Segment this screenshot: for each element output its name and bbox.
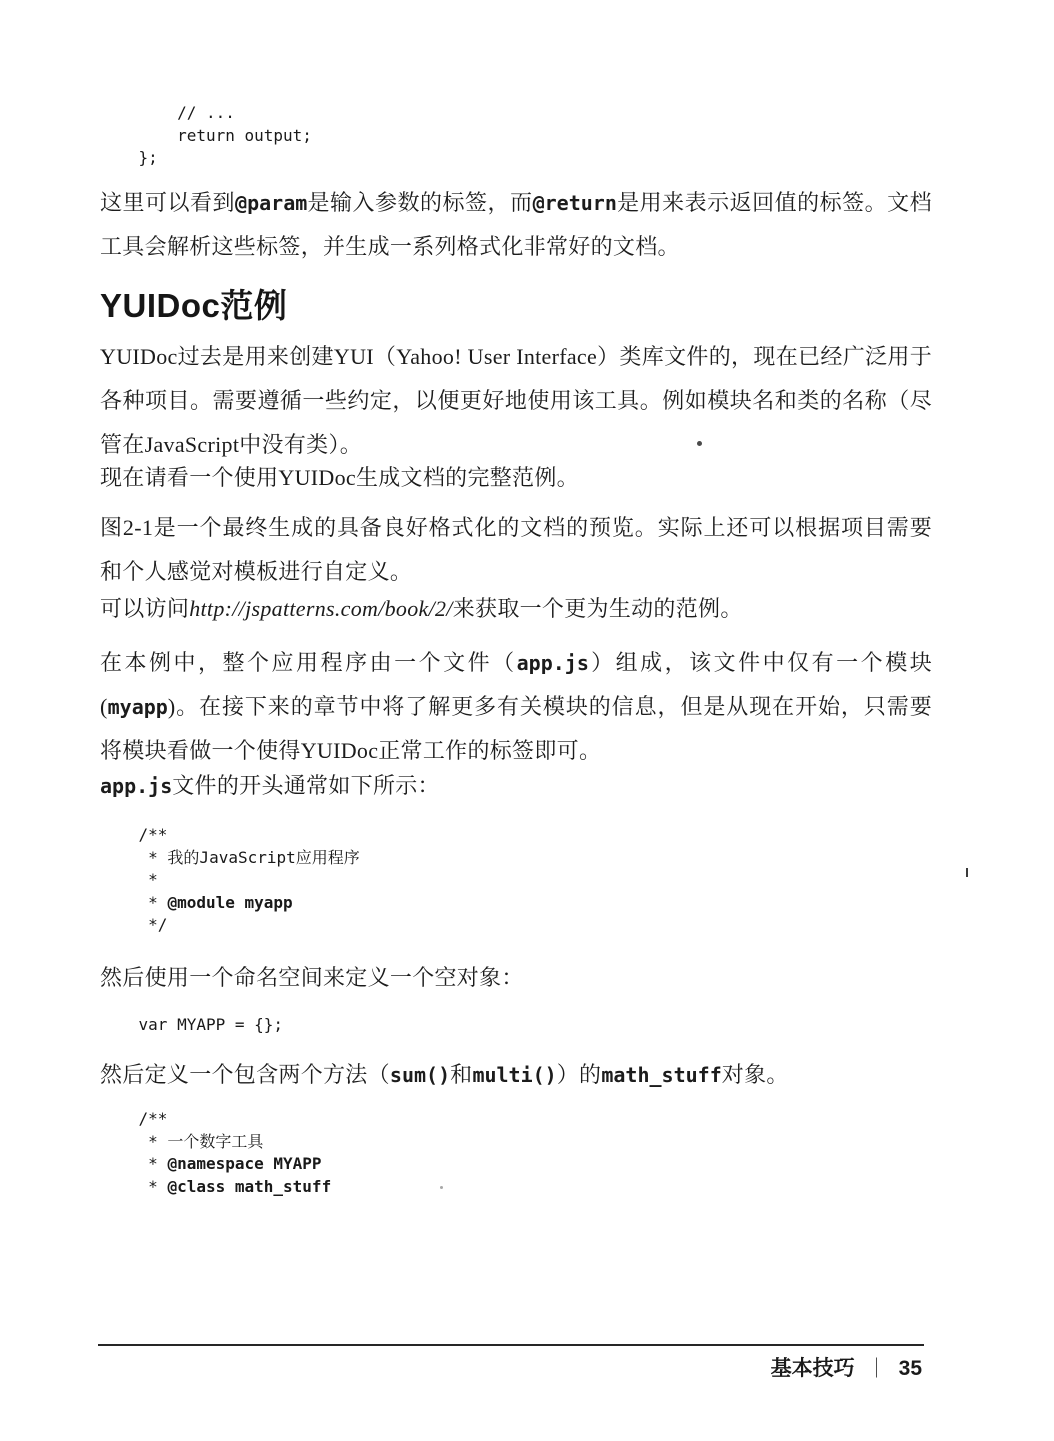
paragraph-doc-tags bbox=[100, 181, 932, 269]
scan-artifact-tick bbox=[966, 868, 968, 877]
code-line: /** bbox=[100, 1109, 168, 1128]
text-run: 和 bbox=[450, 1062, 473, 1087]
code-line: return output; bbox=[100, 125, 312, 145]
paragraph-example-app bbox=[100, 641, 932, 773]
paragraph-now-see: 现在请看一个使用YUIDoc生成文档的完整范例。 bbox=[100, 465, 579, 490]
code-tag-namespace: @namespace MYAPP bbox=[167, 1154, 322, 1173]
paragraph-appjs-leadin bbox=[100, 764, 932, 808]
code-snippet-mathstuff-comment bbox=[100, 1108, 932, 1198]
code-line: /** bbox=[100, 825, 168, 844]
code-line-namespace-tag bbox=[100, 1153, 932, 1176]
scan-artifact-dot bbox=[697, 441, 702, 446]
code-line: var MYAPP = {}; bbox=[100, 1015, 284, 1034]
code-snippet-return-output bbox=[100, 102, 932, 170]
footer-page-number: 35 bbox=[898, 1357, 922, 1380]
text-run: 然后定义一个包含两个方法（ bbox=[100, 1062, 390, 1087]
code-prefix: * bbox=[100, 1176, 168, 1196]
text-run: 对象。 bbox=[721, 1062, 789, 1087]
section-heading-yuidoc: YUIDoc范例 bbox=[100, 287, 288, 324]
inline-code-param: @param bbox=[235, 191, 308, 215]
paragraph-yuidoc-intro: YUIDoc过去是用来创建YUI（Yahoo! User Interface）类库文件的，现在已经广泛用于各种项目。需要遵循一些约定，以便更好地使用该工具。例如模块名和类的名称（尽管在JavaScript中没有类）。 bbox=[100, 344, 932, 457]
code-tag-class: @class math_stuff bbox=[167, 1176, 332, 1196]
code-line: // ... bbox=[100, 103, 235, 122]
paragraph-figure-2-1: 图2-1是一个最终生成的具备良好格式化的文档的预览。实际上还可以根据项目需要和个人感觉对模板进行自定义。 bbox=[100, 515, 932, 584]
code-snippet-module-comment bbox=[100, 824, 932, 937]
code-line-module-tag bbox=[100, 892, 932, 915]
inline-code-appjs-lead: app.js bbox=[100, 774, 173, 798]
code-line: * 一个数字工具 bbox=[100, 1131, 264, 1151]
code-prefix: * bbox=[100, 1154, 168, 1173]
page-footer bbox=[771, 1352, 922, 1382]
text-run: ）的 bbox=[556, 1062, 602, 1087]
printed-url: http://jspatterns.com/book/2/ bbox=[189, 596, 453, 621]
paragraph-mathstuff-leadin bbox=[100, 1053, 932, 1097]
text-run: 文件的开头通常如下所示： bbox=[172, 773, 440, 798]
footer-rule bbox=[98, 1344, 924, 1346]
code-line: }; bbox=[100, 148, 158, 167]
code-line: * 我的JavaScript应用程序 bbox=[100, 847, 360, 867]
code-line-class-tag bbox=[100, 1176, 932, 1199]
code-tag-module: @module myapp bbox=[167, 892, 293, 912]
text-run: 是输入参数的标签，而 bbox=[307, 190, 533, 215]
inline-code-myapp: myapp bbox=[107, 695, 168, 719]
text-run: )。在接下来的章节中将了解更多有关模块的信息，但是从现在开始，只需要将模块看做一个使得YUIDoc正常工作的标签即可。 bbox=[100, 694, 932, 763]
code-line: */ bbox=[100, 915, 168, 934]
scan-artifact-speck bbox=[440, 1186, 443, 1189]
code-snippet-var-myapp bbox=[100, 1014, 932, 1037]
code-line: * bbox=[100, 870, 158, 889]
text-run: 来获取一个更为生动的范例。 bbox=[452, 596, 743, 621]
text-run: 是用来表示返回值的标签。文档工具会解析这些标签，并生成一系列格式化非常好的文档。 bbox=[100, 190, 932, 259]
text-run: 这里可以看到 bbox=[100, 190, 236, 215]
code-prefix: * bbox=[100, 892, 168, 912]
text-run: 在本例中，整个应用程序由一个文件（ bbox=[100, 650, 517, 675]
paragraph-namespace-leadin: 然后使用一个命名空间来定义一个空对象： bbox=[100, 965, 524, 990]
footer-section-title: 基本技巧 bbox=[770, 1357, 855, 1380]
inline-code-mathstuff: math_stuff bbox=[601, 1063, 722, 1087]
footer-separator: ｜ bbox=[866, 1358, 887, 1380]
inline-code-return: @return bbox=[532, 191, 617, 215]
text-run: 可以访问 bbox=[100, 596, 190, 621]
inline-code-sum: sum() bbox=[389, 1063, 451, 1087]
inline-code-appjs: app.js bbox=[516, 651, 589, 675]
paragraph-url bbox=[100, 587, 932, 631]
inline-code-multi: multi() bbox=[472, 1063, 557, 1087]
text-run: ）组成，该文件中仅有一个模块( bbox=[100, 650, 932, 719]
